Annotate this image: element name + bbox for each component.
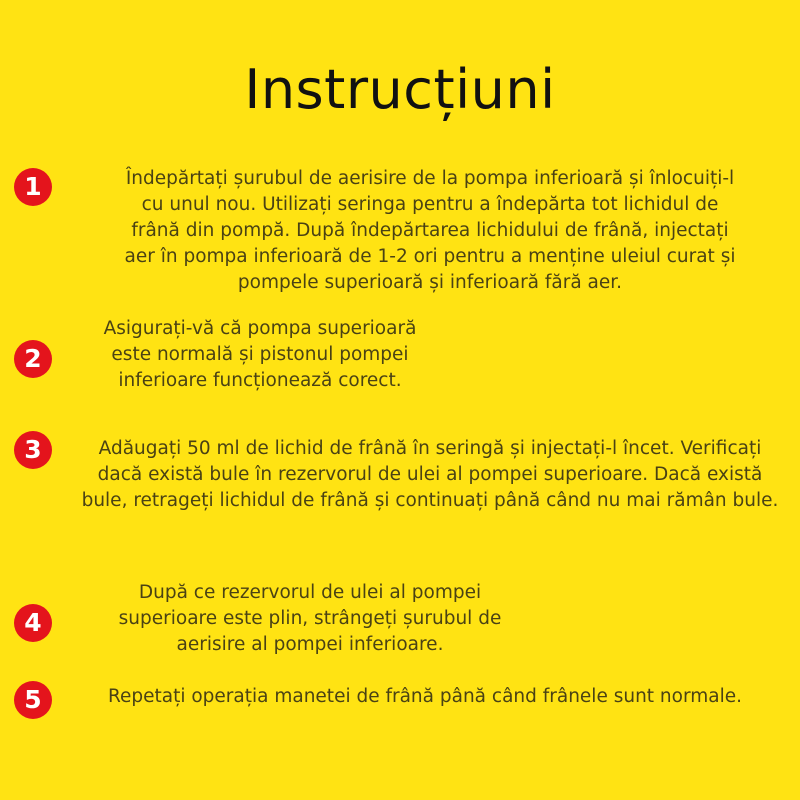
step-2-number-badge: 2	[14, 340, 52, 378]
step-5-number-badge: 5	[14, 681, 52, 719]
step-3-line: dacă există bule în rezervorul de ulei al pompei superioare. Dacă există	[97, 464, 763, 485]
step-1-text	[60, 166, 800, 296]
step-1-line: Îndepărtați șurubul de aerisire de la pompa inferioară și înlocuiți-l	[125, 168, 735, 189]
step-4-text	[70, 580, 550, 658]
step-3-line: bule, retrageți lichidul de frână și continuați până când nu mai rămân bule.	[81, 490, 779, 511]
step-5-text	[60, 684, 790, 710]
step-3-line: Adăugați 50 ml de lichid de frână în seringă și injectați-l încet. Verificați	[98, 438, 762, 459]
step-1-line: frână din pompă. După îndepărtarea lichidului de frână, injectați	[131, 220, 729, 241]
step-2-line: este normală și pistonul pompei	[111, 344, 409, 365]
step-4-line: superioare este plin, strângeți șurubul de	[118, 608, 502, 629]
step-3-text	[60, 436, 800, 514]
step-1-line: pompele superioară și inferioară fără aer.	[237, 272, 623, 293]
step-4-number-badge: 4	[14, 604, 52, 642]
step-1-number-badge: 1	[14, 168, 52, 206]
page-title: Instrucțiuni	[244, 58, 556, 121]
step-3-number-badge: 3	[14, 431, 52, 469]
step-1-line: aer în pompa inferioară de 1-2 ori pentru a menține uleiul curat și	[124, 246, 736, 267]
step-4-line: aerisire al pompei inferioare.	[176, 634, 444, 655]
step-5-line: Repetați operația manetei de frână până când frânele sunt normale.	[107, 686, 743, 707]
step-2-text	[60, 316, 460, 394]
step-1-line: cu unul nou. Utilizați seringa pentru a îndepărta tot lichidul de	[141, 194, 719, 215]
step-4-line: După ce rezervorul de ulei al pompei	[138, 582, 482, 603]
step-2-line: Asigurați-vă că pompa superioară	[103, 318, 417, 339]
step-2-line: inferioare funcționează corect.	[118, 370, 402, 391]
